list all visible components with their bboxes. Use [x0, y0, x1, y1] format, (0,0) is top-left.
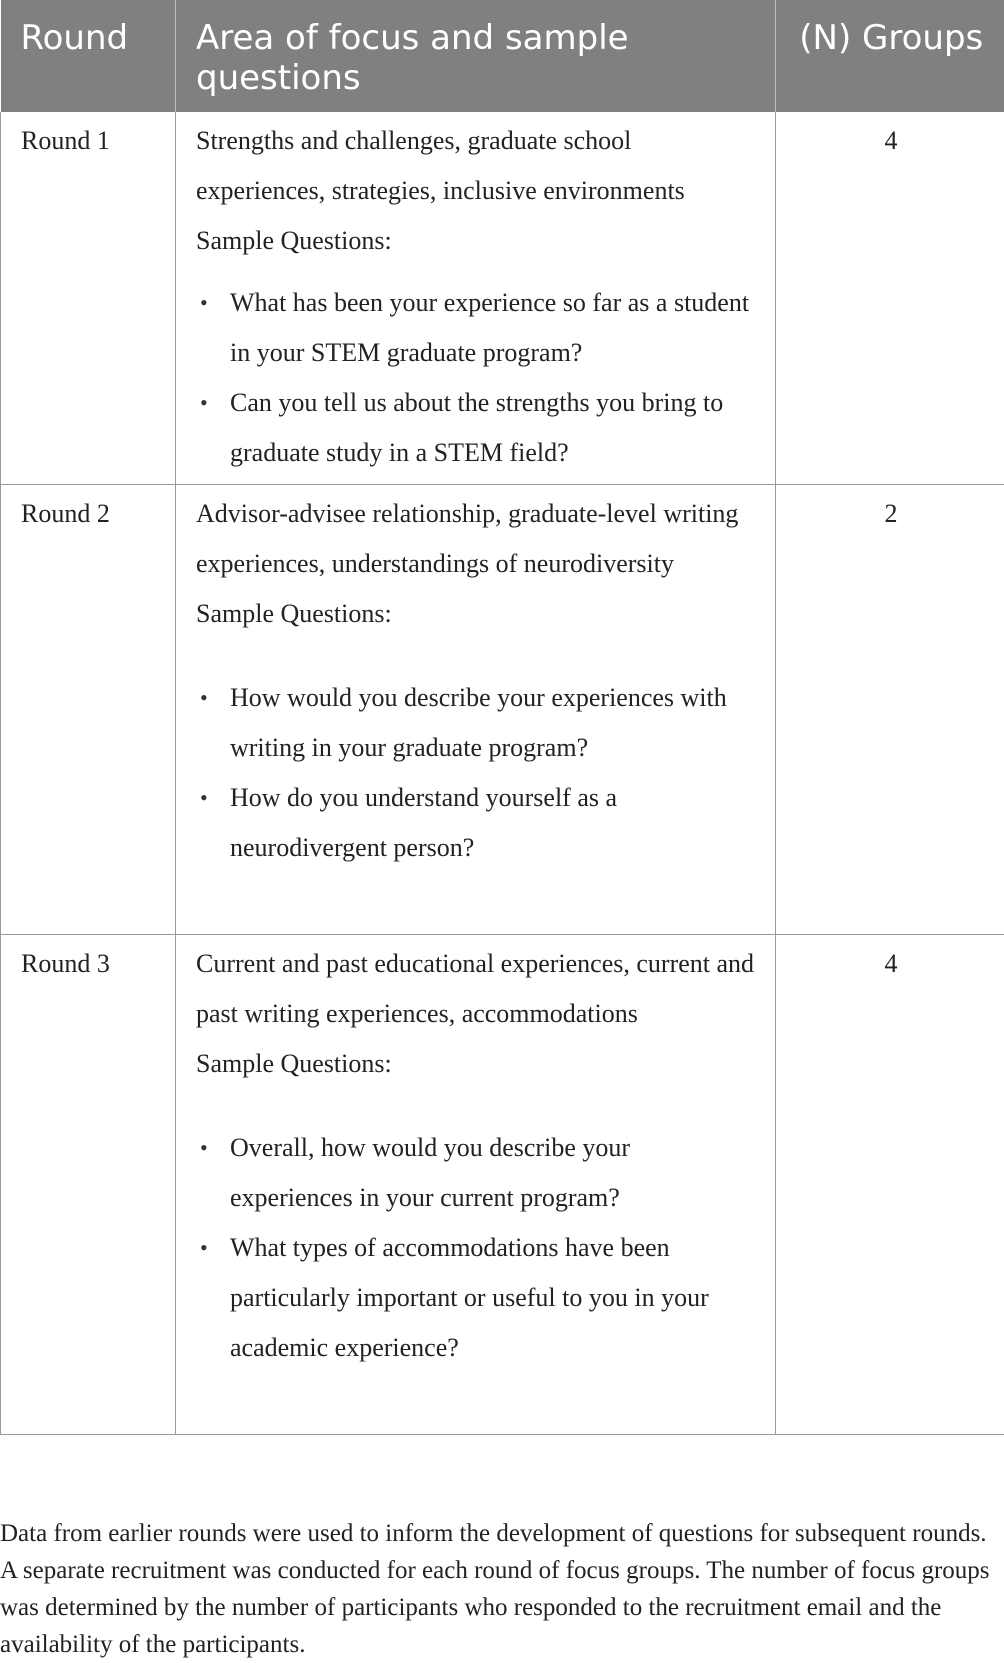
focus-cell — [176, 112, 776, 484]
question-item: • What has been your experience so far as a student in your STEM graduate program? — [230, 278, 757, 378]
focus-topic: Current and past educational experiences, current and past writing experiences, accommodations — [196, 939, 757, 1039]
question-list — [196, 278, 757, 478]
table-header-row — [1, 0, 1004, 112]
table-row — [1, 484, 1004, 934]
round-cell: Round 2 — [1, 484, 176, 934]
groups-cell: 4 — [776, 112, 1004, 484]
groups-cell: 4 — [776, 934, 1004, 1434]
focus-topic: Strengths and challenges, graduate school experiences, strategies, inclusive environments — [196, 116, 757, 216]
question-item: • Can you tell us about the strengths you bring to graduate study in a STEM field? — [230, 378, 757, 478]
sample-questions-label: Sample Questions: — [196, 216, 757, 266]
focus-cell — [176, 934, 776, 1434]
table-row — [1, 934, 1004, 1434]
question-item: • How do you understand yourself as a neurodivergent person? — [230, 773, 757, 873]
question-item: • How would you describe your experiences with writing in your graduate program? — [230, 673, 757, 773]
sample-questions-label: Sample Questions: — [196, 1039, 757, 1089]
question-list — [196, 1123, 757, 1373]
question-list — [196, 673, 757, 873]
table-footnote: Data from earlier rounds were used to inform the development of questions for subsequent rounds. A separate recruitment was conducted for each round of focus groups. The number of focus groups was determined by the number of participants who responded to the recruitment email and the availability of the participants. — [0, 1515, 1000, 1663]
table-row — [1, 112, 1004, 484]
focus-topic: Advisor-advisee relationship, graduate-level writing experiences, understandings of neurodiversity — [196, 489, 757, 589]
round-cell: Round 1 — [1, 112, 176, 484]
round-cell: Round 3 — [1, 934, 176, 1434]
groups-cell: 2 — [776, 484, 1004, 934]
focus-cell — [176, 484, 776, 934]
sample-questions-label: Sample Questions: — [196, 589, 757, 639]
header-focus: Area of focus and sample questions — [176, 0, 776, 112]
question-item: • What types of accommodations have been particularly important or useful to you in your academic experience? — [230, 1223, 757, 1373]
question-item: • Overall, how would you describe your experiences in your current program? — [230, 1123, 757, 1223]
header-round: Round — [1, 0, 176, 112]
header-groups: (N) Groups — [776, 0, 1004, 112]
